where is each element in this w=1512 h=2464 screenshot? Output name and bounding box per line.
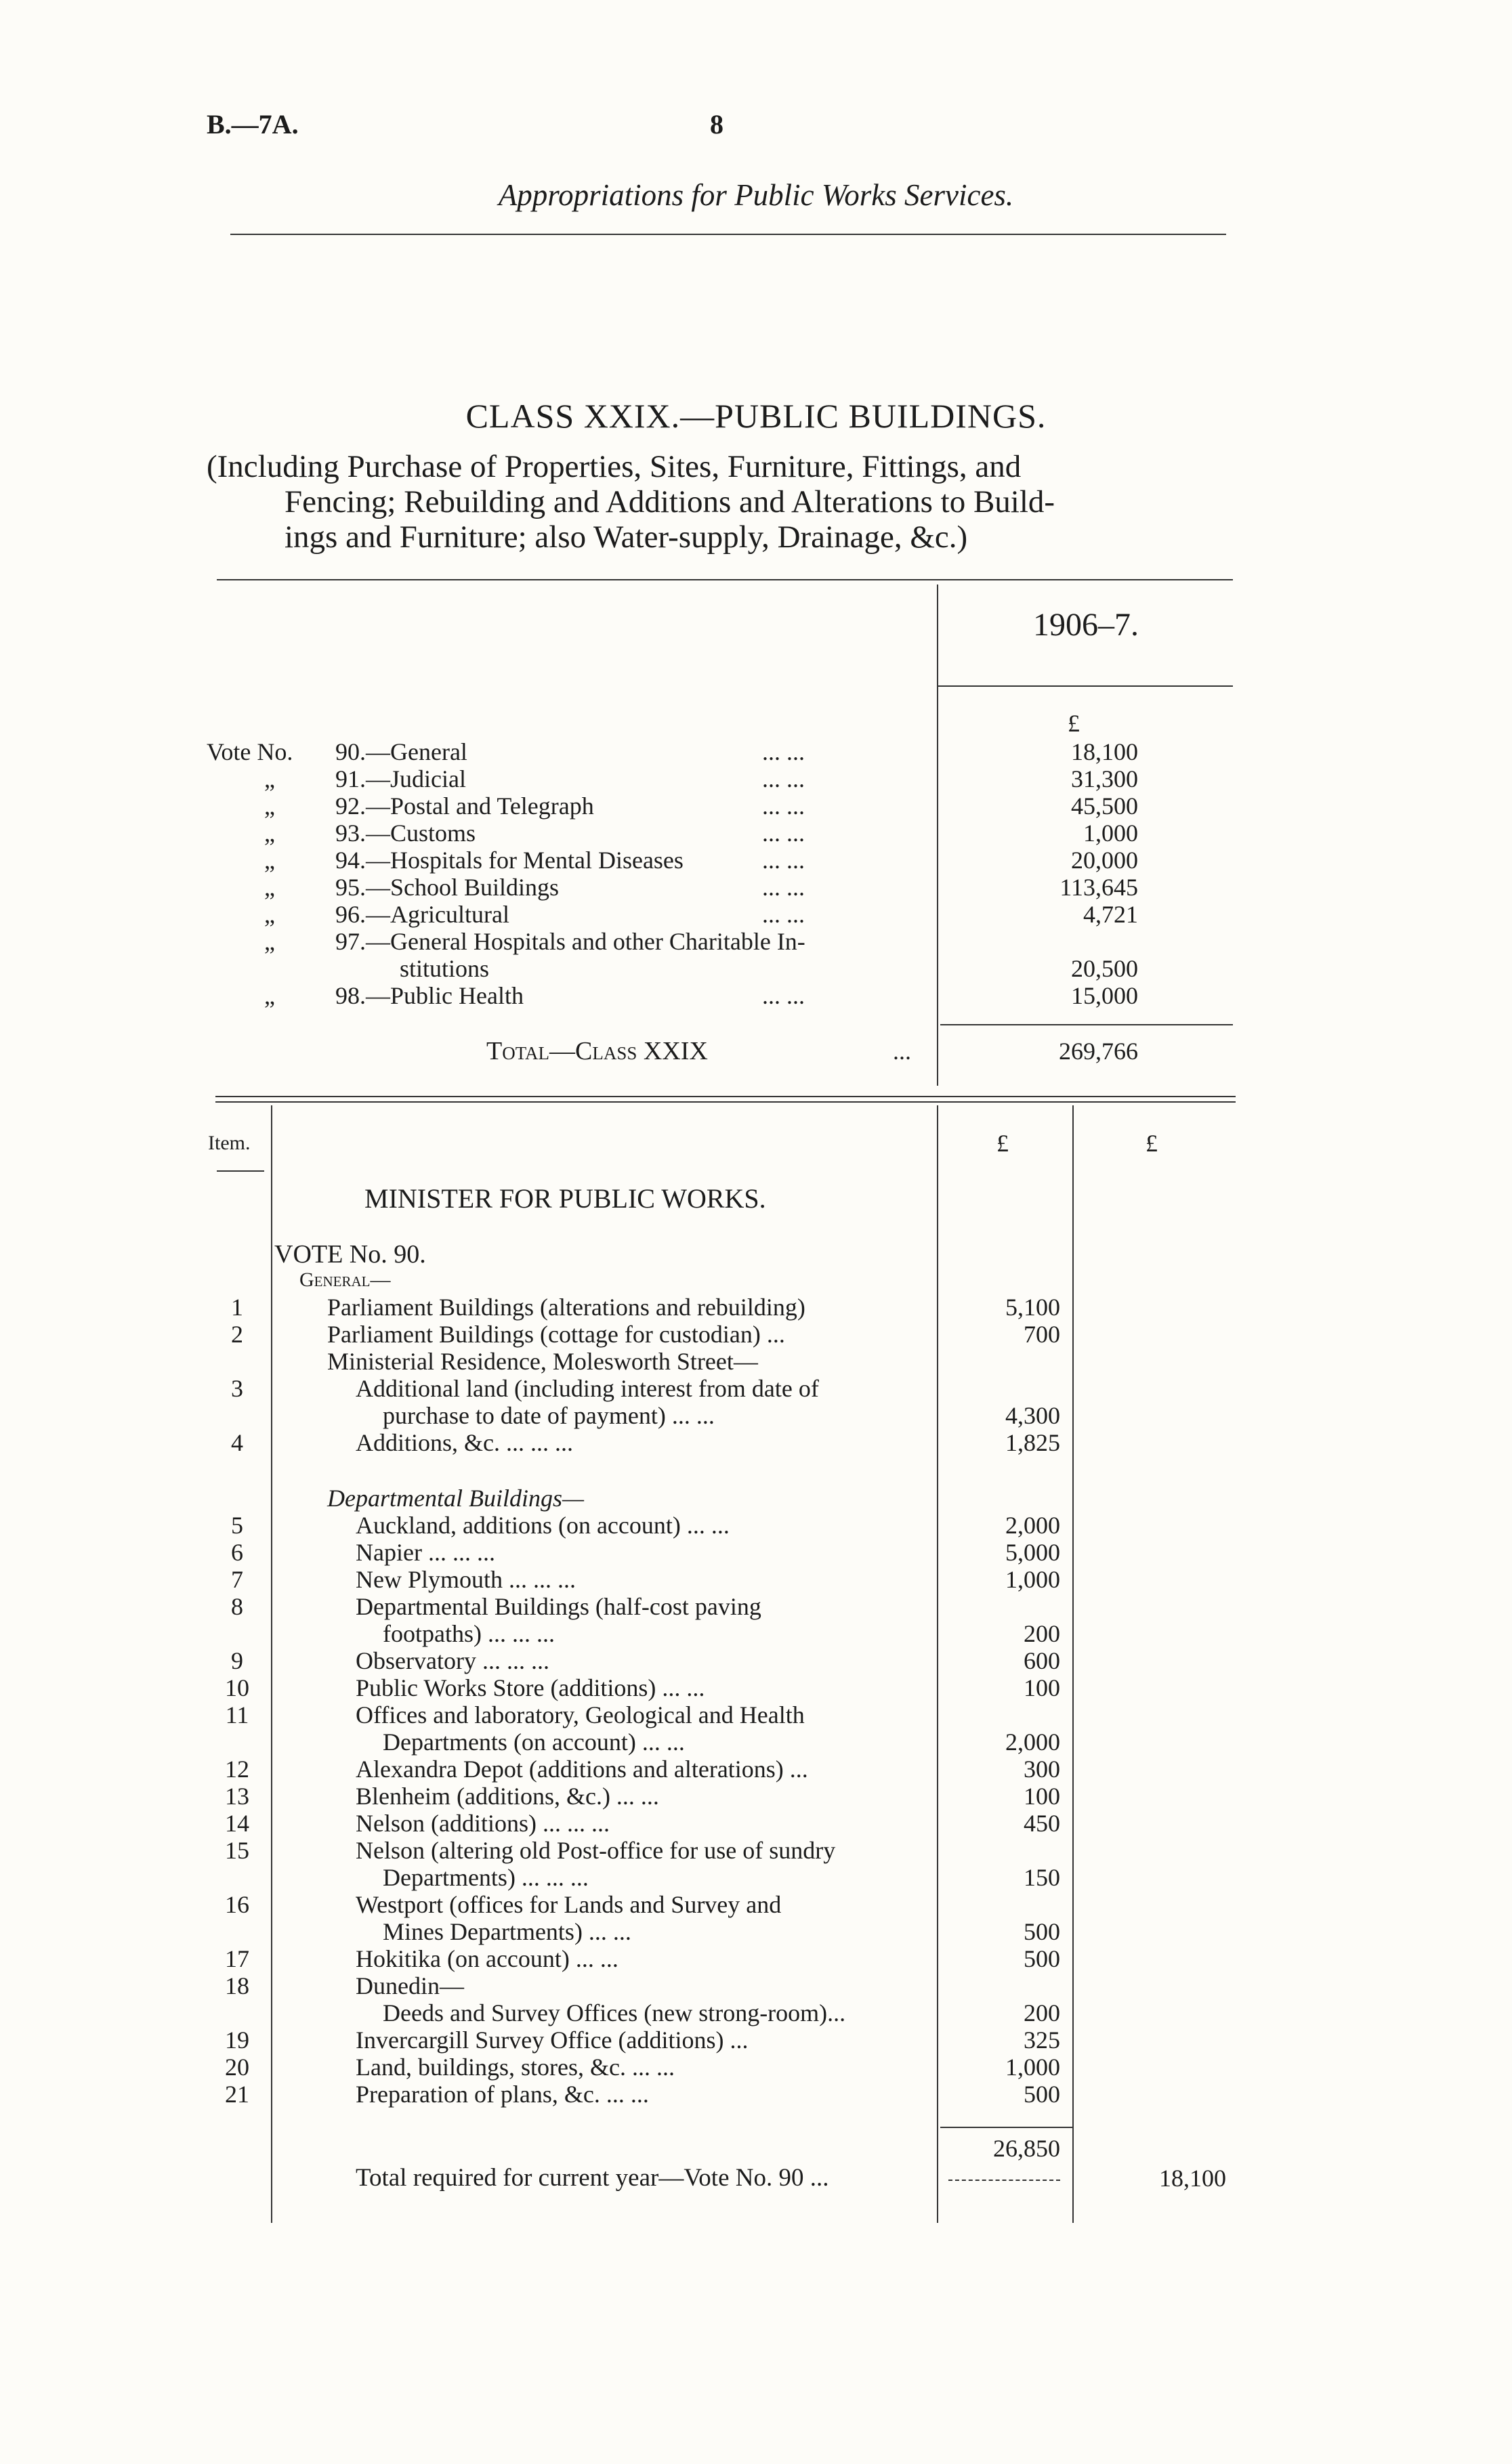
item-description: Observatory ... ... ... xyxy=(356,1647,549,1674)
summary-vote-name: 94.—Hospitals for Mental Diseases xyxy=(335,847,684,874)
detail-subtotal: 26,850 xyxy=(993,2135,1060,2162)
item-description: Parliament Buildings (alterations and rebuilding) xyxy=(327,1294,805,1321)
summary-vote-leader: ... ... xyxy=(762,901,805,928)
summary-vote-prefix: „ xyxy=(264,928,275,955)
summary-total-label: Total—Class XXIX xyxy=(486,1037,708,1065)
summary-vote-leader: ... ... xyxy=(762,738,805,765)
summary-vote-amount: 20,000 xyxy=(1071,847,1138,874)
item-amount: 4,300 xyxy=(1005,1402,1060,1429)
item-description: New Plymouth ... ... ... xyxy=(356,1566,576,1593)
item-description: footpaths) ... ... ... xyxy=(383,1620,555,1647)
item-description: purchase to date of payment) ... ... xyxy=(383,1402,715,1429)
item-amount: 200 xyxy=(1024,1999,1060,2026)
item-number: 19 xyxy=(225,2026,249,2054)
vote-total-label-text: Total required for current year—Vote No. 90 ... xyxy=(356,2164,829,2192)
item-number: 10 xyxy=(225,1674,249,1701)
summary-vote-name: 95.—School Buildings xyxy=(335,874,560,901)
item-number: 4 xyxy=(231,1429,243,1456)
item-description: Nelson (additions) ... ... ... xyxy=(356,1810,610,1837)
item-amount: 1,825 xyxy=(1005,1429,1060,1456)
item-amount: 500 xyxy=(1024,1918,1060,1945)
class-description-line-1: (Including Purchase of Properties, Sites, Furniture, Fittings, and xyxy=(207,449,1022,484)
summary-vote-amount: 113,645 xyxy=(1059,874,1138,901)
item-amount: 1,000 xyxy=(1005,2054,1060,2081)
item-description: Napier ... ... ... xyxy=(356,1539,495,1566)
item-description: Offices and laboratory, Geological and Health xyxy=(356,1701,805,1728)
item-description: Additional land (including interest from date of xyxy=(356,1375,819,1402)
summary-vote-name: 93.—Customs xyxy=(335,820,476,847)
item-description: Public Works Store (additions) ... ... xyxy=(356,1674,705,1701)
summary-year-heading: 1906–7. xyxy=(1033,607,1139,643)
summary-vote-name: 97.—General Hospitals and other Charitable In- xyxy=(335,928,805,955)
item-description: Additions, &c. ... ... ... xyxy=(356,1429,573,1456)
detail-double-rule-top xyxy=(215,1096,1236,1097)
general-heading: General— xyxy=(299,1269,391,1291)
item-amount: 2,000 xyxy=(1005,1728,1060,1756)
item-number: 15 xyxy=(225,1837,249,1864)
class-description-line-2: Fencing; Rebuilding and Additions and Alterations to Build- xyxy=(285,484,1055,519)
summary-vote-leader: ... ... xyxy=(762,765,805,792)
item-description: Alexandra Depot (additions and alterations) ... xyxy=(356,1756,808,1783)
item-column-header: Item. xyxy=(208,1132,251,1154)
summary-vote-name: 90.—General xyxy=(335,738,467,765)
summary-vote-prefix: „ xyxy=(264,792,275,820)
item-description: Preparation of plans, &c. ... ... xyxy=(356,2081,649,2108)
summary-total-rule xyxy=(940,1024,1233,1025)
item-number: 13 xyxy=(225,1783,249,1810)
summary-vote-amount: 4,721 xyxy=(1083,901,1138,928)
total-column-currency: £ xyxy=(1146,1130,1158,1157)
item-amount: 300 xyxy=(1024,1756,1060,1783)
item-description: Dunedin— xyxy=(356,1972,464,1999)
header-rule xyxy=(230,234,1226,235)
summary-vote-amount: 31,300 xyxy=(1071,765,1138,792)
summary-vote-name: 92.—Postal and Telegraph xyxy=(335,792,594,820)
item-description: Departmental Buildings (half-cost paving xyxy=(356,1593,761,1620)
summary-vote-leader: ... ... xyxy=(762,792,805,820)
item-amount: 500 xyxy=(1024,1945,1060,1972)
summary-total-leader: ... xyxy=(893,1038,911,1065)
summary-currency-symbol: £ xyxy=(1068,710,1080,737)
item-number: 18 xyxy=(225,1972,249,1999)
item-description: Auckland, additions (on account) ... ... xyxy=(356,1512,730,1539)
item-amount: 325 xyxy=(1024,2026,1060,2054)
item-number: 8 xyxy=(231,1593,243,1620)
item-amount: 200 xyxy=(1024,1620,1060,1647)
item-number: 12 xyxy=(225,1756,249,1783)
detail-double-rule-bottom xyxy=(215,1101,1236,1103)
subtotal-underline xyxy=(948,2180,1060,2181)
item-number: 1 xyxy=(231,1294,243,1321)
item-header-dash xyxy=(217,1170,264,1172)
summary-vote-amount: 20,500 xyxy=(1071,955,1138,982)
item-amount: 100 xyxy=(1024,1783,1060,1810)
class-description xyxy=(207,449,1236,555)
item-amount: 1,000 xyxy=(1005,1566,1060,1593)
summary-vote-name: 91.—Judicial xyxy=(335,765,466,792)
item-description: Invercargill Survey Office (additions) ... xyxy=(356,2026,749,2054)
item-amount: 700 xyxy=(1024,1321,1060,1348)
item-number: 20 xyxy=(225,2054,249,2081)
page-number: 8 xyxy=(710,109,723,140)
summary-vote-prefix: „ xyxy=(264,874,275,901)
summary-year-rule xyxy=(938,685,1233,687)
summary-vote-prefix: „ xyxy=(264,820,275,847)
summary-column-divider xyxy=(937,585,938,1086)
item-number: 3 xyxy=(231,1375,243,1402)
summary-vote-name: 98.—Public Health xyxy=(335,982,524,1009)
item-number: 7 xyxy=(231,1566,243,1593)
vote-total-amount: 18,100 xyxy=(1159,2165,1226,2192)
item-description: Nelson (altering old Post-office for use of sundry xyxy=(356,1837,836,1864)
summary-vote-prefix: „ xyxy=(264,765,275,792)
item-description: Deeds and Survey Offices (new strong-room)... xyxy=(383,1999,846,2026)
summary-vote-leader: ... ... xyxy=(762,874,805,901)
summary-vote-amount: 1,000 xyxy=(1083,820,1138,847)
summary-vote-amount: 15,000 xyxy=(1071,982,1138,1009)
item-number: 17 xyxy=(225,1945,249,1972)
summary-vote-amount: 18,100 xyxy=(1071,738,1138,765)
amount-column-currency: £ xyxy=(996,1130,1009,1157)
item-amount: 2,000 xyxy=(1005,1512,1060,1539)
item-description: Blenheim (additions, &c.) ... ... xyxy=(356,1783,659,1810)
summary-vote-leader: ... ... xyxy=(762,847,805,874)
minister-heading: MINISTER FOR PUBLIC WORKS. xyxy=(364,1183,766,1214)
summary-vote-amount: 45,500 xyxy=(1071,792,1138,820)
item-amount: 100 xyxy=(1024,1674,1060,1701)
summary-vote-prefix: Vote No. xyxy=(207,738,293,765)
item-amount: 5,100 xyxy=(1005,1294,1060,1321)
summary-vote-prefix: „ xyxy=(264,901,275,928)
class-description-line-3: ings and Furniture; also Water-supply, Drainage, &c.) xyxy=(285,519,968,555)
item-amount: 150 xyxy=(1024,1864,1060,1891)
page-subtitle: Appropriations for Public Works Services. xyxy=(498,178,1014,212)
detail-amount-column-divider xyxy=(937,1105,938,2223)
item-description: Ministerial Residence, Molesworth Street— xyxy=(327,1348,758,1375)
item-number: 21 xyxy=(225,2081,249,2108)
summary-vote-name-continued: stitutions xyxy=(400,955,490,982)
item-number: 16 xyxy=(225,1891,249,1918)
document-reference: B.—7A. xyxy=(207,109,299,140)
summary-vote-leader: ... ... xyxy=(762,982,805,1009)
item-amount: 500 xyxy=(1024,2081,1060,2108)
summary-vote-leader: ... ... xyxy=(762,820,805,847)
item-description: Hokitika (on account) ... ... xyxy=(356,1945,618,1972)
item-number: 2 xyxy=(231,1321,243,1348)
summary-top-rule xyxy=(217,579,1233,580)
item-amount: 600 xyxy=(1024,1647,1060,1674)
item-description: Westport (offices for Lands and Survey and xyxy=(356,1891,782,1918)
summary-total-amount: 269,766 xyxy=(1059,1038,1138,1065)
item-number: 6 xyxy=(231,1539,243,1566)
item-description: Departments) ... ... ... xyxy=(383,1864,589,1891)
item-number: 5 xyxy=(231,1512,243,1539)
departmental-buildings-heading: Departmental Buildings— xyxy=(327,1485,584,1512)
vote-heading: VOTE No. 90. xyxy=(274,1240,426,1269)
summary-vote-name: 96.—Agricultural xyxy=(335,901,509,928)
item-amount: 5,000 xyxy=(1005,1539,1060,1566)
item-description: Land, buildings, stores, &c. ... ... xyxy=(356,2054,675,2081)
item-description: Departments (on account) ... ... xyxy=(383,1728,685,1756)
class-title: CLASS XXIX.—PUBLIC BUILDINGS. xyxy=(465,397,1047,435)
detail-item-column-divider xyxy=(271,1105,272,2223)
item-number: 11 xyxy=(225,1701,249,1728)
item-description: Mines Departments) ... ... xyxy=(383,1918,631,1945)
item-description: Parliament Buildings (cottage for custodian) ... xyxy=(327,1321,785,1348)
item-number: 14 xyxy=(225,1810,249,1837)
summary-vote-prefix: „ xyxy=(264,847,275,874)
summary-vote-prefix: „ xyxy=(264,982,275,1009)
subtotal-rule xyxy=(940,2127,1072,2128)
vote-total-label xyxy=(356,2165,828,2192)
item-number: 9 xyxy=(231,1647,243,1674)
detail-total-column-divider xyxy=(1072,1105,1074,2223)
item-amount: 450 xyxy=(1024,1810,1060,1837)
